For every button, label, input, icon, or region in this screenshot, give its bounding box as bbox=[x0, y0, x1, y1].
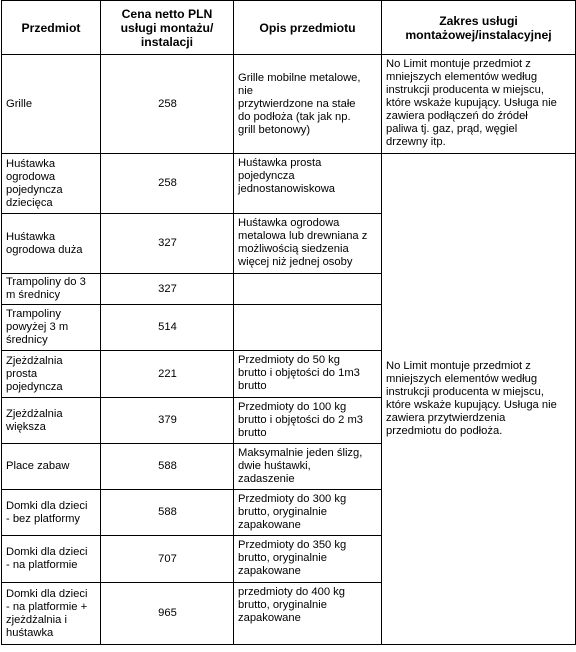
price-cell: 514 bbox=[101, 305, 234, 351]
description-cell bbox=[234, 305, 382, 351]
item-cell: Zjeżdżalnia prosta pojedyncza bbox=[2, 351, 101, 398]
description-cell: Przedmioty do 50 kg brutto i objętości do 1m3 brutto bbox=[234, 351, 382, 398]
table-row bbox=[2, 55, 576, 154]
price-cell: 221 bbox=[101, 351, 234, 398]
item-cell: Zjeżdżalnia większa bbox=[2, 398, 101, 444]
description-cell: przedmioty do 400 kg brutto, oryginalnie zapakowane bbox=[234, 583, 382, 645]
item-cell: Grille bbox=[2, 55, 101, 154]
item-cell: Domki dla dzieci - bez platformy bbox=[2, 490, 101, 536]
header-description: Opis przedmiotu bbox=[234, 1, 382, 55]
header-scope: Zakres usługi montażowej/instalacyjnej bbox=[382, 1, 576, 55]
price-cell: 327 bbox=[101, 214, 234, 274]
header-item: Przedmiot bbox=[2, 1, 101, 55]
description-cell: Przedmioty do 300 kg brutto, oryginalnie zapakowane bbox=[234, 490, 382, 536]
table-row bbox=[2, 154, 576, 214]
header-price: Cena netto PLN usługi montażu/ instalacji bbox=[101, 1, 234, 55]
price-cell: 379 bbox=[101, 398, 234, 444]
price-cell: 327 bbox=[101, 274, 234, 305]
item-cell: Huśtawka ogrodowa duża bbox=[2, 214, 101, 274]
item-cell: Trampoliny do 3 m średnicy bbox=[2, 274, 101, 305]
scope-cell-grills: No Limit montuje przedmiot z mniejszych elementów według instrukcji producenta w miejscu, które wskaże kupujący. Usługa nie zawiera podłączeń do źródeł paliwa tj. gaz, prąd, węgiel drzewny itp. bbox=[382, 55, 576, 154]
description-cell bbox=[234, 274, 382, 305]
price-cell: 588 bbox=[101, 444, 234, 490]
description-cell: Grille mobilne metalowe, nie przytwierdzone na stałe do podłoża (tak jak np. grill betonowy) bbox=[234, 55, 382, 154]
price-cell: 965 bbox=[101, 583, 234, 645]
header-row bbox=[2, 1, 576, 55]
item-cell: Huśtawka ogrodowa pojedyncza dziecięca bbox=[2, 154, 101, 214]
item-cell: Domki dla dzieci - na platformie + zjeżdżalnia i huśtawka bbox=[2, 583, 101, 645]
description-cell: Przedmioty do 100 kg brutto i objętości do 2 m3 brutto bbox=[234, 398, 382, 444]
description-cell: Huśtawka ogrodowa metalowa lub drewniana z możliwością siedzenia więcej niż jednej osoby bbox=[234, 214, 382, 274]
description-cell: Huśtawka prosta pojedyncza jednostanowiskowa bbox=[234, 154, 382, 214]
item-cell: Trampoliny powyżej 3 m średnicy bbox=[2, 305, 101, 351]
item-cell: Domki dla dzieci - na platformie bbox=[2, 536, 101, 583]
price-cell: 588 bbox=[101, 490, 234, 536]
scope-cell-others: No Limit montuje przedmiot z mniejszych elementów według instrukcji producenta w miejscu, które wskaże kupujący. Usługa nie zawiera przytwierdzenia przedmiotu do podłoża. bbox=[382, 154, 576, 645]
price-cell: 258 bbox=[101, 154, 234, 214]
description-cell: Maksymalnie jeden ślizg, dwie huśtawki, zadaszenie bbox=[234, 444, 382, 490]
price-cell: 707 bbox=[101, 536, 234, 583]
item-cell: Place zabaw bbox=[2, 444, 101, 490]
price-cell: 258 bbox=[101, 55, 234, 154]
pricing-table bbox=[1, 0, 576, 645]
description-cell: Przedmioty do 350 kg brutto, oryginalnie zapakowane bbox=[234, 536, 382, 583]
